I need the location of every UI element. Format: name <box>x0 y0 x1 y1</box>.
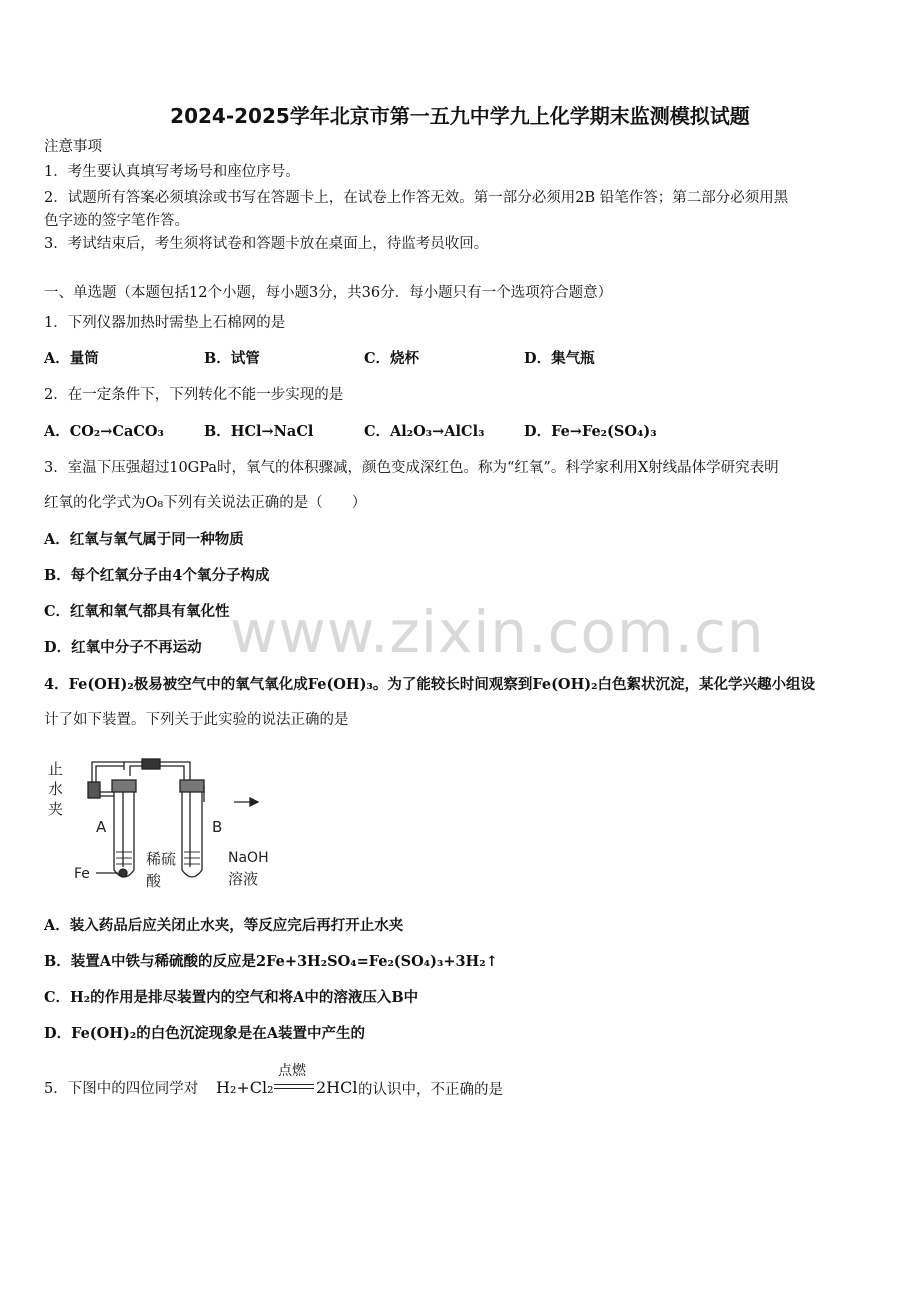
notice-item: 2．试题所有答案必须填涂或书写在答题卡上，在试卷上作答无效。第一部分必须用2B 铅笔作答；第二部分必须用黑 <box>44 190 789 206</box>
notice-heading: 注意事项 <box>44 139 102 155</box>
question-4-stem: 4．Fe(OH)₂极易被空气中的氧气氧化成Fe(OH)₃。为了能较长时间观察到Fe(OH)₂白色絮状沉淀，某化学兴趣小组设 <box>44 676 815 693</box>
label-clamp: 水 <box>48 780 64 798</box>
label-tube-a: A <box>96 818 107 836</box>
notice-item: 1．考生要认真填写考场号和座位序号。 <box>44 164 300 180</box>
question-4-stem: 计了如下装置。下列关于此实验的说法正确的是 <box>44 712 349 728</box>
label-naoh: NaOH <box>228 850 269 866</box>
q3-option-b: B．每个红氧分子由4个氧分子构成 <box>44 567 270 584</box>
page-title: 2024-2025学年北京市第一五九中学九上化学期末监测模拟试题 <box>170 104 750 128</box>
q4-option-b: B．装置A中铁与稀硫酸的反应是2Fe+3H₂SO₄=Fe₂(SO₄)₃+3H₂↑ <box>44 953 498 970</box>
section-heading: 一、单选题（本题包括12个小题，每小题3分，共36分．每小题只有一个选项符合题意） <box>44 285 613 301</box>
label-clamp: 夹 <box>48 800 64 818</box>
q3-option-d: D．红氧中分子不再运动 <box>44 639 202 656</box>
question-3-stem: 3．室温下压强超过10GPa时，氧气的体积骤减，颜色变成深红色。称为“红氧”。科学家利用X射线晶体学研究表明 <box>44 460 779 476</box>
label-acid: 稀硫 <box>146 850 177 868</box>
question-3-stem: 红氧的化学式为O₈下列有关说法正确的是（ ） <box>44 495 367 511</box>
reaction-equation: H₂+Cl₂ 点燃 2HCl 的认识中，不正确的是 <box>216 1063 503 1098</box>
q1-option-c: C．烧杯 <box>364 350 420 367</box>
question-1-stem: 1．下列仪器加热时需垫上石棉网的是 <box>44 315 286 331</box>
label-iron: Fe <box>74 866 90 882</box>
question-2-stem: 2．在一定条件下，下列转化不能一步实现的是 <box>44 387 344 403</box>
q1-option-a: A．量筒 <box>44 350 99 367</box>
label-tube-b: B <box>212 818 223 836</box>
q4-option-c: C．H₂的作用是排尽装置内的空气和将A中的溶液压入B中 <box>44 989 419 1006</box>
label-clamp: 止 <box>48 760 64 778</box>
q3-option-c: C．红氧和氧气都具有氧化性 <box>44 603 230 620</box>
q2-option-d: D．Fe→Fe₂(SO₄)₃ <box>524 423 657 440</box>
q2-option-b: B．HCl→NaCl <box>204 423 314 440</box>
question-5-stem: 5．下图中的四位同学对 <box>44 1081 199 1097</box>
q4-option-a: A．装入药品后应关闭止水夹，等反应完后再打开止水夹 <box>44 917 404 934</box>
q1-option-d: D．集气瓶 <box>524 350 595 367</box>
notice-item: 3．考试结束后，考生须将试卷和答题卡放在桌面上，待监考员收回。 <box>44 236 489 252</box>
q2-option-c: C．Al₂O₃→AlCl₃ <box>364 423 485 440</box>
apparatus-figure <box>44 752 284 894</box>
q2-option-a: A．CO₂→CaCO₃ <box>44 423 164 440</box>
q3-option-a: A．红氧与氧气属于同一种物质 <box>44 531 244 548</box>
q4-option-d: D．Fe(OH)₂的白色沉淀现象是在A装置中产生的 <box>44 1025 365 1042</box>
q1-option-b: B．试管 <box>204 350 260 367</box>
label-naoh: 溶液 <box>228 870 259 888</box>
label-acid: 酸 <box>146 872 162 890</box>
watermark: www.zixin.com.cn <box>230 598 765 666</box>
notice-item: 色字迹的签字笔作答。 <box>44 213 189 229</box>
